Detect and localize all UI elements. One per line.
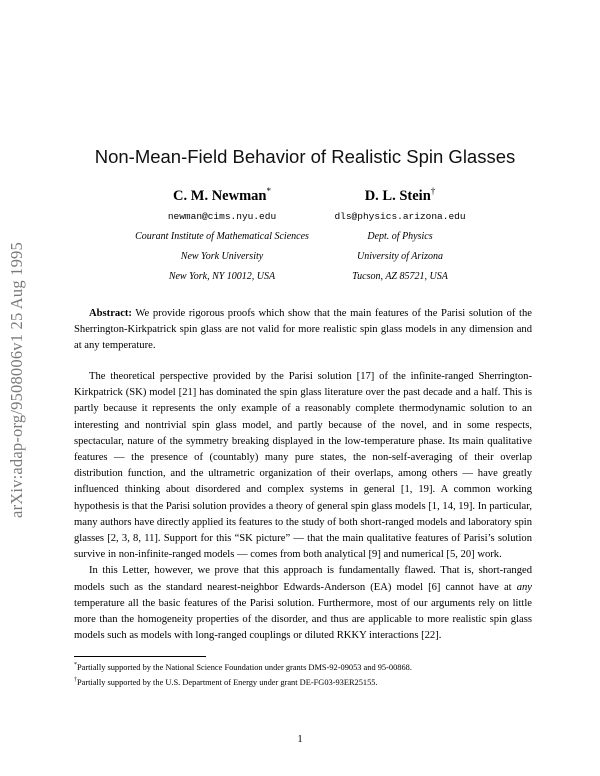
author-2-address: Tucson, AZ 85721, USA bbox=[352, 271, 448, 282]
arxiv-identifier bbox=[2, 200, 32, 560]
author-1-address: New York, NY 10012, USA bbox=[168, 271, 276, 282]
footnote-divider bbox=[74, 656, 206, 657]
author-2-affiliation bbox=[275, 207, 525, 287]
abstract-label: Abstract: bbox=[89, 308, 132, 319]
author-1-institution: Courant Institute of Mathematical Sciences bbox=[135, 231, 309, 242]
body-paragraph-2: In this Letter, however, we prove that this approach is fundamentally flawed. That is, short-ranged models such as the standard nearest-neighbor Edwards-Anderson (EA) model [6] cannot have at any temperature all the basic features of the Parisi solution. Furthermore, most of our arguments rely on little more than the homogeneity properties of the disorder, and thus are applicable to more realistic spin glass models such as models with long-ranged couplings or diluted RKKY interactions [22]. bbox=[74, 565, 532, 642]
body-paragraph-1: The theoretical perspective provided by the Parisi solution [17] of the infinite-ranged Sherrington-Kirkpatrick (SK) model [21] has dominated the spin glass literature over the past decade and a half. This is partly because it represents the only example of a reasonably complete thermodynamic solution to an interesting and nontrivial spin glass model, and partly because of the novel, and in some respects, spectacular, nature of the symmetry breaking displayed in the low-temperature phase. Its main qualitative features — the presence of (countably) many pure states, the non-self-averaging of their overlap distribution function, and the ultrametric organization of their overlaps, among others — have greatly influenced thinking about disordered and complex systems in general [1, 19]. A common working hypothesis is that the Parisi solution provides a theory of general spin glass models [1, 14, 19]. In particular, many authors have directly applied its features to the study of both short-ranged models and laboratory spin glasses [2, 3, 8, 11]. Support for this “SK picture” — that the main qualitative features of Parisi’s solution survive in non-infinite-ranged models — comes from both analytical [9] and numerical [5, 20] work. bbox=[74, 371, 532, 561]
emphasis-any: any bbox=[516, 581, 532, 593]
author-1-university: New York University bbox=[180, 251, 264, 262]
page-number: 1 bbox=[297, 734, 303, 745]
author-1-name: C. M. Newman* bbox=[173, 186, 271, 204]
footnote-1: *Partially supported by the National Science Foundation under grants DMS-92-09053 and 95-00868. bbox=[74, 662, 412, 672]
footnotes bbox=[74, 659, 544, 690]
author-2-email: dls@physics.arizona.edu bbox=[334, 211, 466, 222]
author-2-university: University of Arizona bbox=[357, 251, 443, 262]
abstract bbox=[74, 306, 532, 355]
author-2-name: D. L. Stein† bbox=[364, 186, 436, 204]
author-2-institution: Dept. of Physics bbox=[367, 231, 433, 242]
author-2-footnote-mark: † bbox=[430, 186, 436, 196]
body-text bbox=[74, 369, 532, 644]
footnote-2: †Partially supported by the U.S. Department of Energy under grant DE-FG03-93ER25155. bbox=[74, 677, 378, 688]
abstract-text: We provide rigorous proofs which show that the main features of the Parisi solution of the Sherrington-Kirkpatrick spin glass are not valid for more realistic spin glass models in any dimension and at any temperature. bbox=[74, 308, 532, 352]
author-1-email: newman@cims.nyu.edu bbox=[167, 211, 277, 222]
paper-title: Non-Mean-Field Behavior of Realistic Spin Glasses bbox=[94, 146, 516, 167]
author-1-footnote-mark: * bbox=[266, 186, 271, 196]
arxiv-identifier-text: arXiv:adap-org/9508006v1 25 Aug 1995 bbox=[7, 242, 26, 518]
